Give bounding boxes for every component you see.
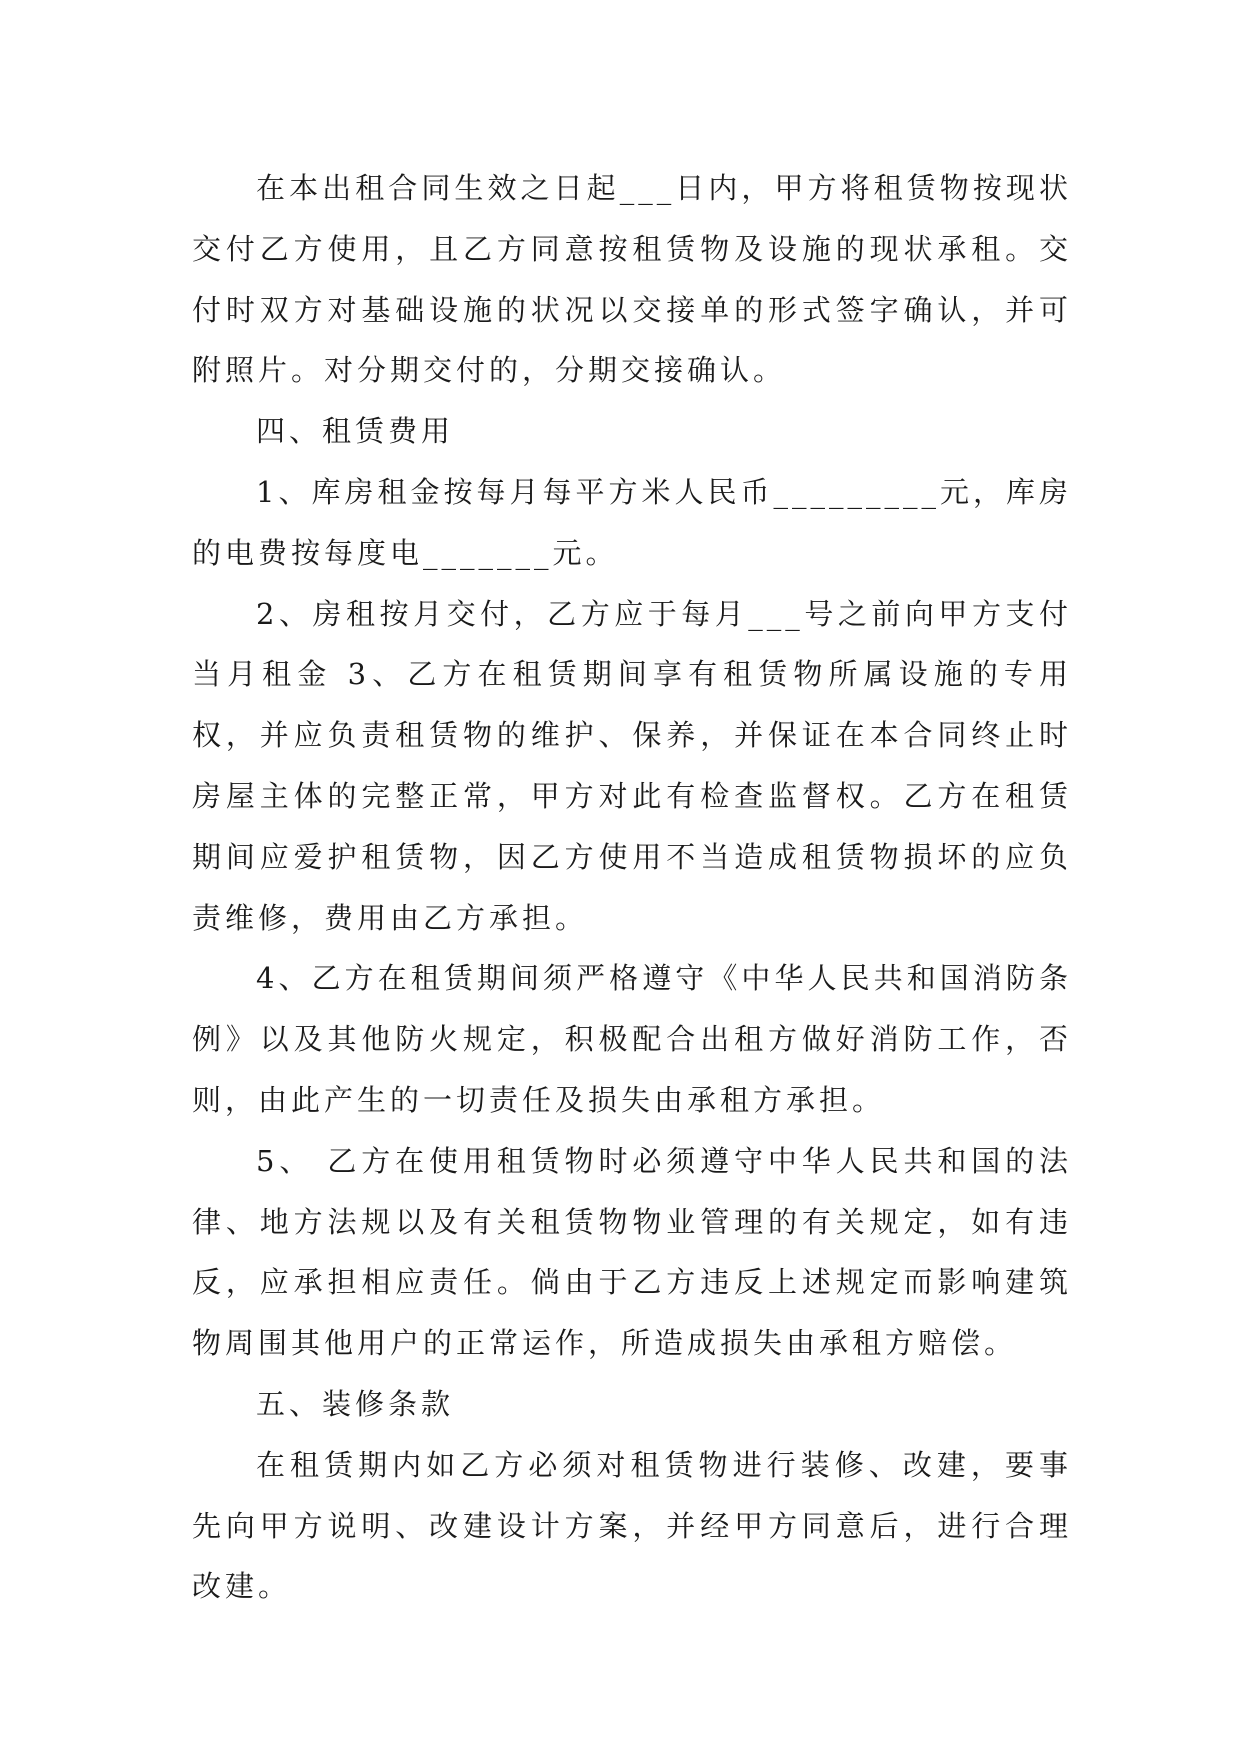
section-heading-rental-fees: 四、租赁费用 <box>256 414 455 449</box>
paragraph-fire-safety: 4、乙方在租赁期间须严格遵守《中华人民共和国消防条例》以及其他防火规定，积极配合出租方做好消防工作，否则，由此产生的一切责任及损失由承租方承担。 <box>192 961 1072 1117</box>
paragraph-renovation-terms: 在租赁期内如乙方必须对租赁物进行装修、改建，要事先向甲方说明、改建设计方案，并经甲方同意后，进行合理改建。 <box>192 1447 1072 1604</box>
paragraph-delivery-terms: 在本出租合同生效之日起___日内，甲方将租赁物按现状交付乙方使用，且乙方同意按租赁物及设施的现状承租。交付时双方对基础设施的状况以交接单的形式签字确认，并可附照片。对分期交付的，分期交接确认。 <box>192 171 1072 388</box>
paragraph-payment-maintenance: 2、房租按月交付，乙方应于每月___号之前向甲方支付当月租金 3、乙方在租赁期间享有租赁物所属设施的专用权，并应负责租赁物的维护、保养，并保证在本合同终止时房屋主体的完整正常，甲方对此有检查监督权。乙方在租赁期间应爱护租赁物，因乙方使用不当造成租赁物损坏的应负责维修，费用由乙方承担。 <box>192 596 1072 935</box>
section-heading-renovation: 五、装修条款 <box>256 1386 455 1421</box>
paragraph-legal-compliance: 5、 乙方在使用租赁物时必须遵守中华人民共和国的法律、地方法规以及有关租赁物物业管理的有关规定，如有违反，应承担相应责任。倘由于乙方违反上述规定而影响建筑物周围其他用户的正常运作，所造成损失由承租方赔偿。 <box>192 1143 1072 1361</box>
paragraph-rent-rate: 1、库房租金按每月每平方米人民币_________元，库房的电费按每度电_______元。 <box>192 474 1072 570</box>
document-body <box>192 158 1072 1617</box>
